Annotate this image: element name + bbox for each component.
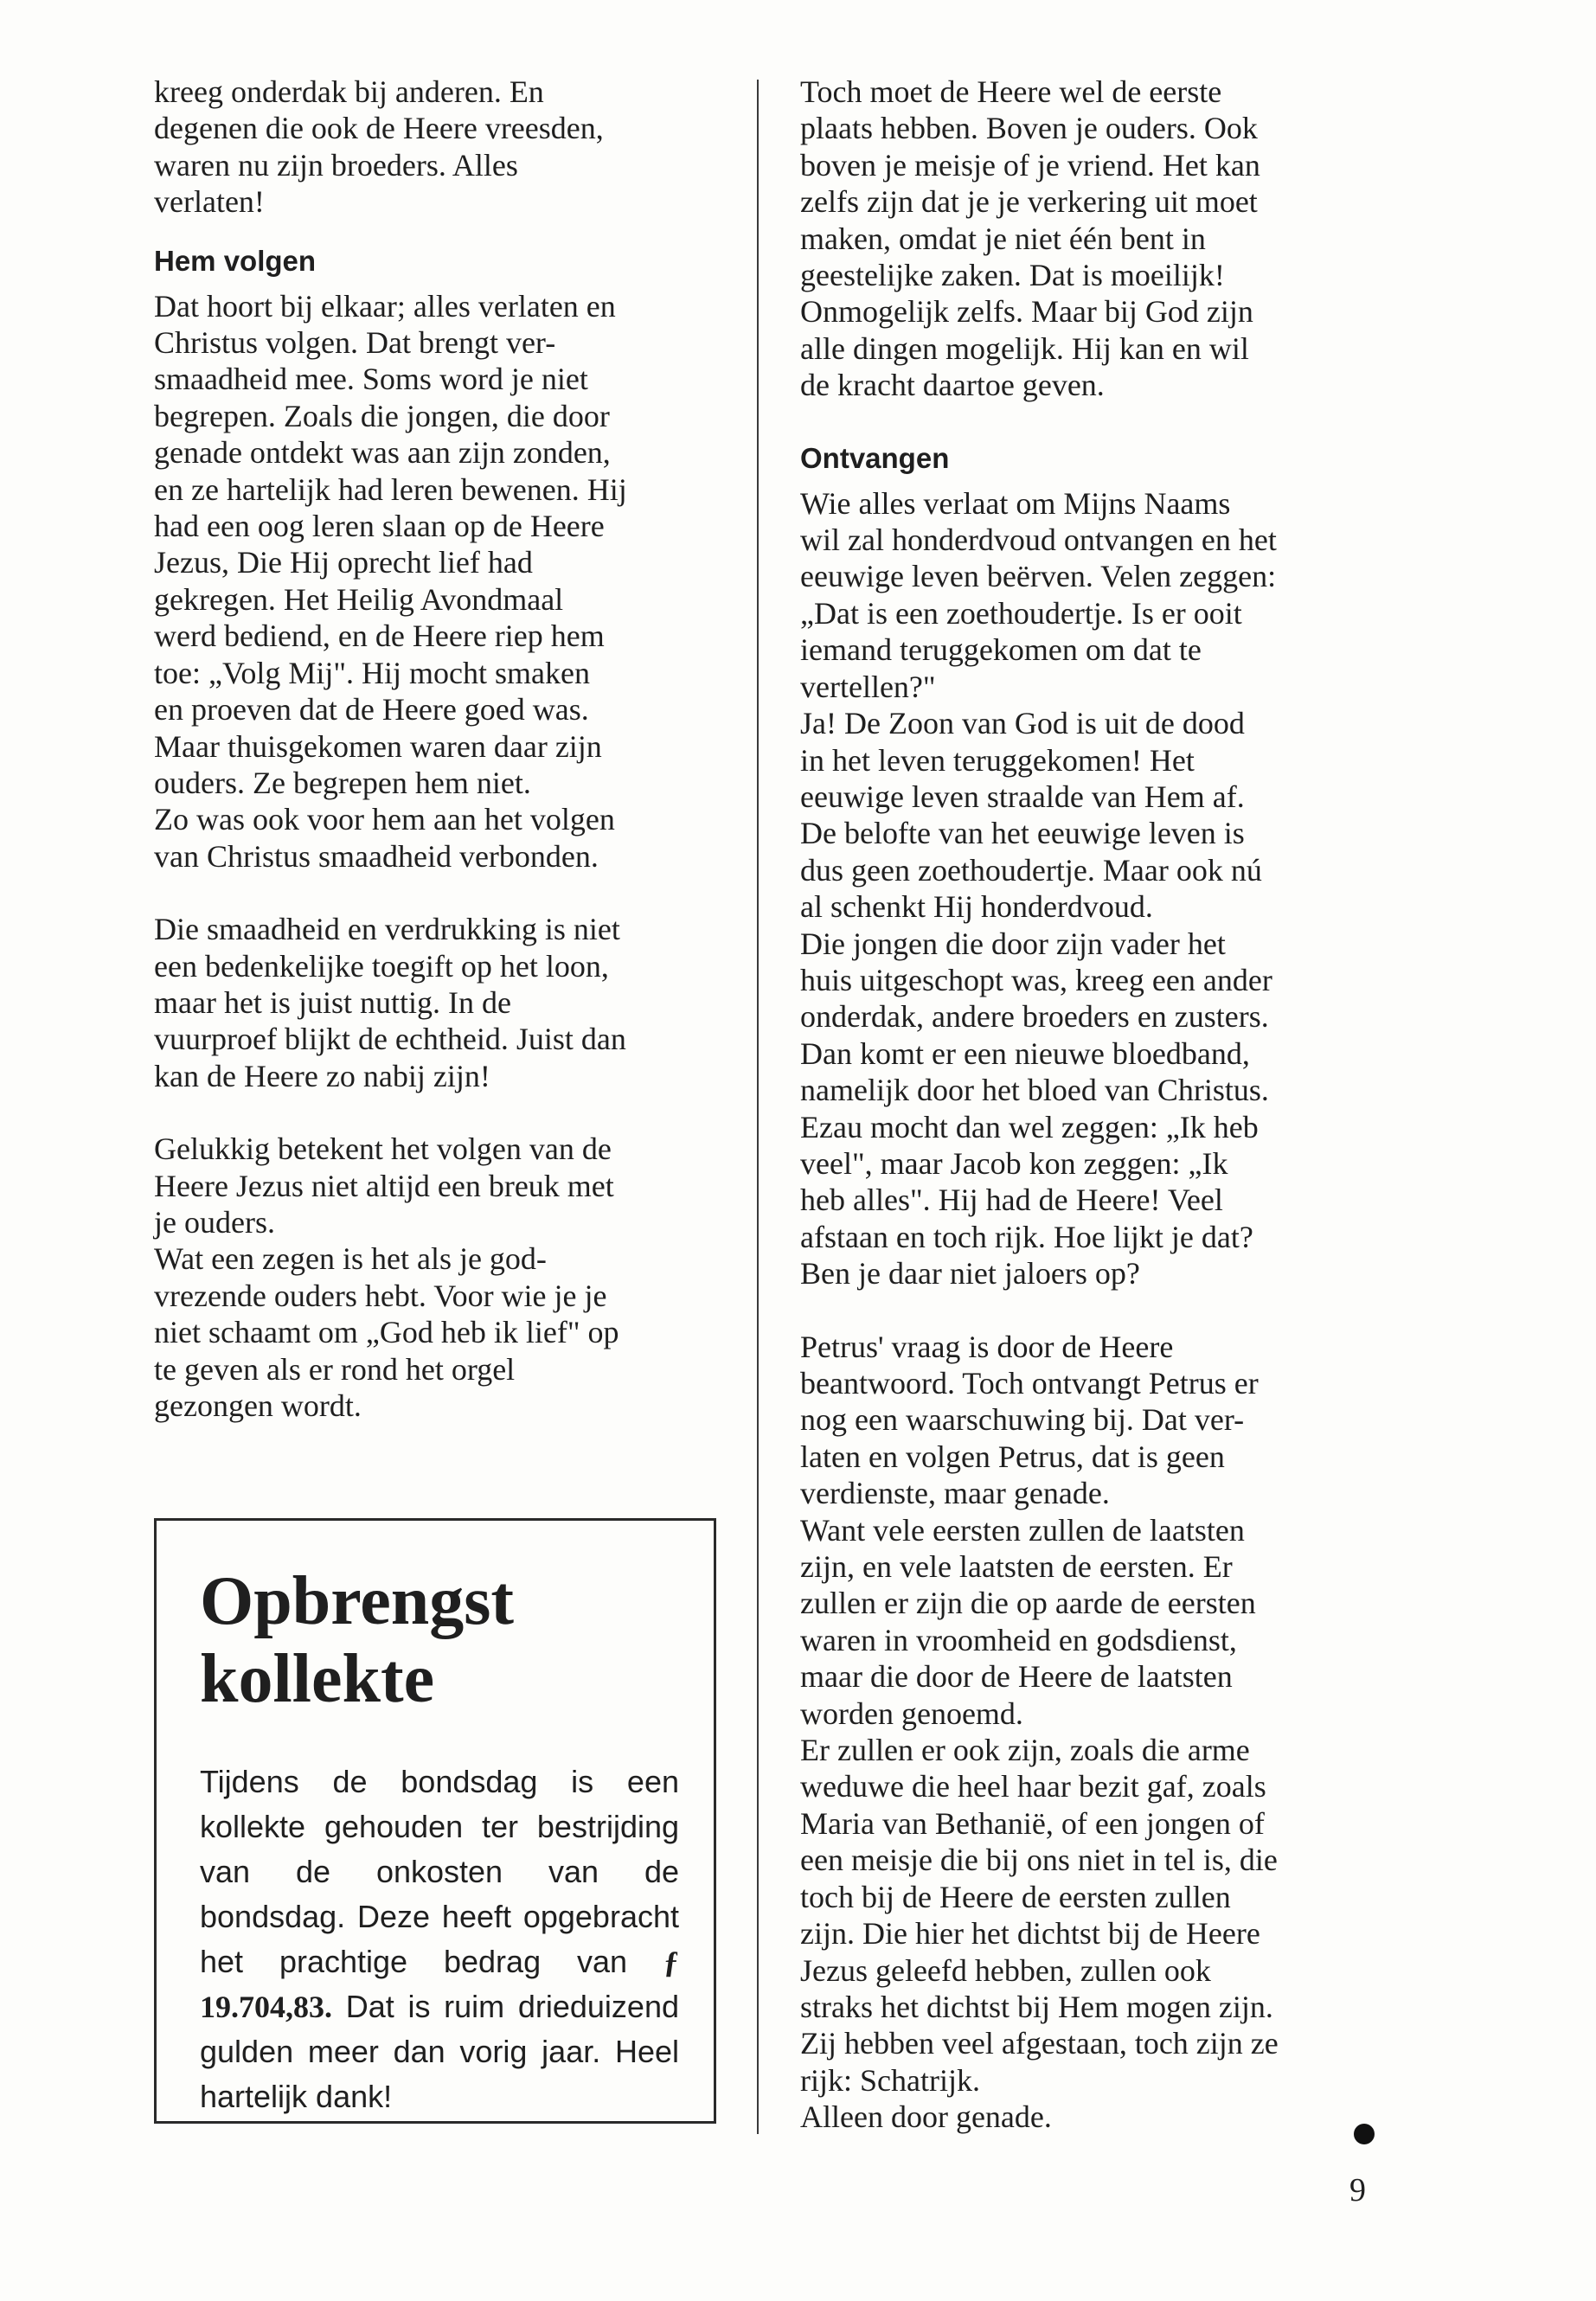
column-divider [757, 80, 759, 2134]
left-paragraph-1: Dat hoort bij elkaar; alles verlaten en Christus volgen. Dat brengt ver- smaadheid mee. Soms word je niet begrepen. Zoals die jongen, die door genade ontdekt was aan zijn zonden, en ze hartelijk had leren bewenen. Hij had een oog leren slaan op de Heere Jezus, Die Hij oprecht lief had gekregen. Het Heilig Avondmaal werd bediend, en de Heere riep hem toe: „Volg Mij". Hij mocht smaken en proeven dat de Heere goed was. Maar thuisgekomen waren daar zijn ouders. Ze begrepen hem niet. Zo was ook voor hem aan het volgen van Christus smaadheid verbonden. [154, 288, 627, 874]
collection-title: Opbrengst kollekte [200, 1563, 515, 1717]
left-column [154, 74, 725, 1424]
section-heading-ontvangen: Ontvangen [800, 441, 950, 474]
section-heading-hem-volgen: Hem volgen [154, 244, 317, 277]
end-bullet-icon [1354, 2124, 1375, 2144]
right-column [800, 74, 1406, 2136]
collection-box [154, 1518, 716, 2124]
collection-text-before: Tijdens de bondsdag is een kollekte gehouden ter bestrijding van de onkosten van de bondsdag. Deze heeft opgebracht het prachtige bedrag van [200, 1764, 679, 1979]
left-paragraph-3: Gelukkig betekent het volgen van de Heere Jezus niet altijd een breuk met je ouders. Wat een zegen is het als je god- vrezende ouders hebt. Voor wie je je niet schaamt om „God heb ik lief" op te geven als er rond het orgel gezongen wordt. [154, 1131, 619, 1423]
right-paragraph-2: Wie alles verlaat om Mijns Naams wil zal honderdvoud ontvangen en het eeuwige leven beërven. Velen zeggen: „Dat is een zoethoudertje. Is er ooit iemand teruggekomen om dat te vertellen?" Ja! De Zoon van God is uit de dood in het leven teruggekomen! Het eeuwige leven straalde van Hem af. De belofte van het eeuwige leven is dus geen zoethoudertje. Maar ook nú al schenkt Hij honderdvoud. Die jongen die door zijn vader het huis uitgeschopt was, kreeg een ander onderdak, andere broeders en zusters. Dan komt er een nieuwe bloedband, namelijk door het bloed van Christus. Ezau mocht dan wel zeggen: „Ik heb veel", maar Jacob kon zeggen: „Ik heb alles". Hij had de Heere! Veel afstaan en toch rijk. Hoe lijkt je dat? Ben je daar niet jaloers op? [800, 485, 1277, 1292]
left-intro-paragraph: kreeg onderdak bij anderen. En degenen die ook de Heere vreesden, waren nu zijn broeders. Alles verlaten! [154, 74, 604, 220]
collection-text-after: Dat is ruim drieduizend gulden meer dan vorig jaar. Heel hartelijk dank! [200, 1989, 679, 2114]
page-number: 9 [1349, 2172, 1366, 2208]
right-paragraph-3: Petrus' vraag is door de Heere beantwoord. Toch ontvangt Petrus er nog een waarschuwing bij. Dat ver- laten en volgen Petrus, dat is geen verdienste, maar genade. Want vele eersten zullen de laatsten zijn, en vele laatsten de eersten. Er zullen er zijn die op aarde de eersten waren in vroomheid en godsdienst, maar die door de Heere de laatsten worden genoemd. Er zullen er ook zijn, zoals die arme weduwe die heel haar bezit gaf, zoals Maria van Bethanië, of een jongen of een meisje die bij ons niet in tel is, die toch bij de Heere de eersten zullen zijn. Die hier het dichtst bij de Heere Jezus geleefd hebben, zullen ook straks het dichtst bij Hem mogen zijn. Zij hebben veel afgestaan, toch zijn ze rijk: Schatrijk. Alleen door genade. [800, 1329, 1279, 2135]
collection-text [200, 1759, 679, 2119]
collection-amount: ƒ 19.704,83. [200, 1945, 679, 2024]
left-paragraph-2: Die smaadheid en verdrukking is niet een bedenkelijke toegift op het loon, maar het is juist nuttig. In de vuurproef blijkt de echtheid. Juist dan kan de Heere zo nabij zijn! [154, 912, 626, 1093]
right-paragraph-1: Toch moet de Heere wel de eerste plaats hebben. Boven je ouders. Ook boven je meisje of je vriend. Het kan zelfs zijn dat je je verkering uit moet maken, omdat je niet één bent in geestelijke zaken. Dat is moeilijk! Onmogelijk zelfs. Maar bij God zijn alle dingen mogelijk. Hij kan en wil de kracht daartoe geven. [800, 74, 1260, 403]
